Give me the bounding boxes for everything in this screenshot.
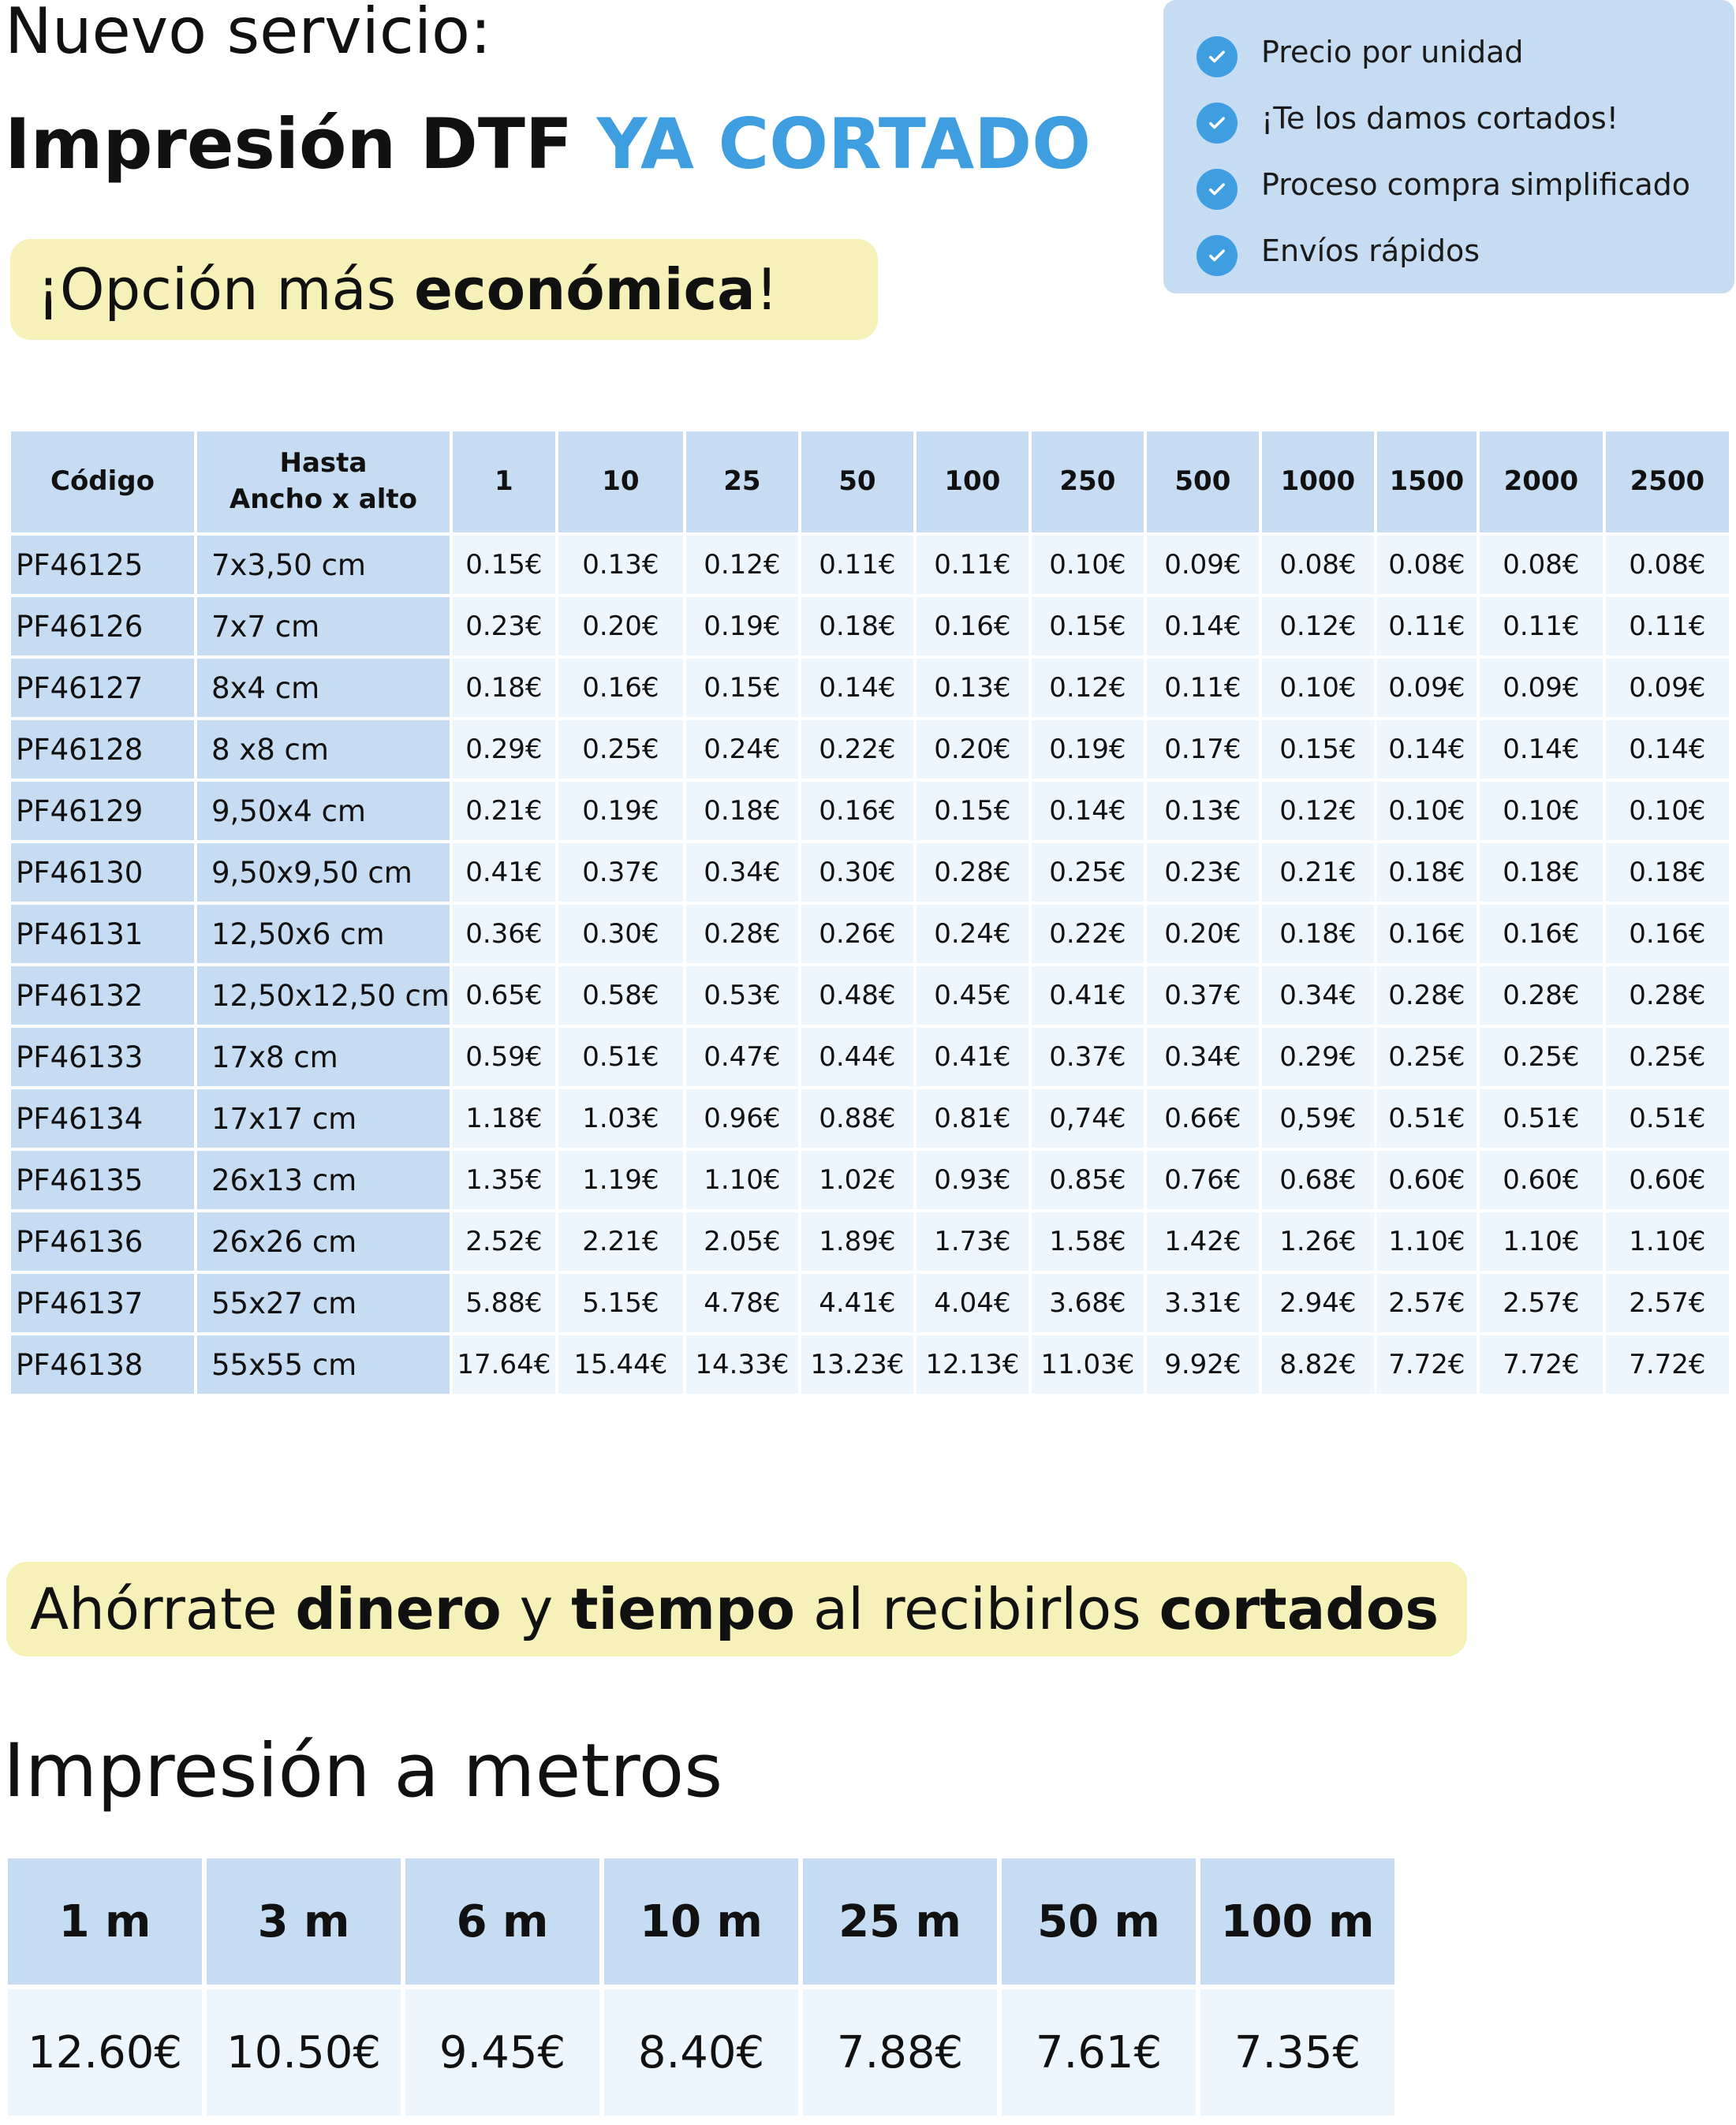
unit-price: 7.72€ bbox=[1606, 1335, 1729, 1394]
unit-price: 0.93€ bbox=[917, 1151, 1029, 1209]
savings-bold: tiempo bbox=[571, 1576, 796, 1642]
meters-price: 7.35€ bbox=[1200, 1989, 1394, 2116]
unit-price: 0.20€ bbox=[1147, 905, 1259, 963]
product-size: 55x55 cm bbox=[197, 1335, 450, 1394]
unit-price: 0.36€ bbox=[453, 905, 555, 963]
unit-price: 0.18€ bbox=[686, 782, 798, 840]
unit-price: 1.89€ bbox=[801, 1212, 913, 1271]
unit-price: 2.52€ bbox=[453, 1212, 555, 1271]
unit-price: 0.14€ bbox=[1606, 720, 1729, 779]
unit-price: 0.68€ bbox=[1262, 1151, 1374, 1209]
unit-price: 1.35€ bbox=[453, 1151, 555, 1209]
unit-price: 0.11€ bbox=[1147, 659, 1259, 717]
unit-price: 0.51€ bbox=[1606, 1089, 1729, 1148]
product-size: 7x3,50 cm bbox=[197, 536, 450, 594]
table-row bbox=[11, 843, 1729, 902]
meters-price: 7.88€ bbox=[803, 1989, 997, 2116]
unit-price: 0.22€ bbox=[801, 720, 913, 779]
unit-price: 0.13€ bbox=[917, 659, 1029, 717]
savings-banner bbox=[6, 1562, 1467, 1656]
unit-price: 2.57€ bbox=[1606, 1274, 1729, 1332]
unit-price: 0.14€ bbox=[1032, 782, 1144, 840]
economy-banner bbox=[10, 239, 878, 340]
unit-price: 0.41€ bbox=[917, 1028, 1029, 1086]
product-code: PF46135 bbox=[11, 1151, 194, 1209]
product-code: PF46133 bbox=[11, 1028, 194, 1086]
table-row bbox=[11, 1274, 1729, 1332]
product-code: PF46127 bbox=[11, 659, 194, 717]
unit-price: 1.18€ bbox=[453, 1089, 555, 1148]
product-code: PF46132 bbox=[11, 966, 194, 1025]
unit-price: 0.88€ bbox=[801, 1089, 913, 1148]
unit-price: 0.10€ bbox=[1480, 782, 1603, 840]
table-row bbox=[11, 1212, 1729, 1271]
unit-price: 1.73€ bbox=[917, 1212, 1029, 1271]
unit-price: 1.10€ bbox=[1606, 1212, 1729, 1271]
unit-price: 0.16€ bbox=[1480, 905, 1603, 963]
unit-price: 3.68€ bbox=[1032, 1274, 1144, 1332]
unit-price: 0.15€ bbox=[917, 782, 1029, 840]
unit-price: 0.23€ bbox=[453, 597, 555, 655]
unit-price: 0.28€ bbox=[1377, 966, 1477, 1025]
unit-price: 0.16€ bbox=[1606, 905, 1729, 963]
header-qty: 50 bbox=[801, 431, 913, 532]
product-code: PF46136 bbox=[11, 1212, 194, 1271]
economy-banner-after: ! bbox=[755, 256, 778, 323]
meters-header: 3 m bbox=[207, 1858, 401, 1985]
benefit-item bbox=[1163, 218, 1734, 284]
unit-price: 2.57€ bbox=[1377, 1274, 1477, 1332]
unit-price: 1.58€ bbox=[1032, 1212, 1144, 1271]
unit-price: 0.65€ bbox=[453, 966, 555, 1025]
unit-price: 0.15€ bbox=[686, 659, 798, 717]
unit-price: 0.12€ bbox=[1262, 597, 1374, 655]
unit-price: 0.18€ bbox=[801, 597, 913, 655]
unit-price: 0,74€ bbox=[1032, 1089, 1144, 1148]
unit-price: 0.15€ bbox=[1032, 597, 1144, 655]
unit-price: 1.10€ bbox=[686, 1151, 798, 1209]
unit-price: 0.47€ bbox=[686, 1028, 798, 1086]
unit-price: 11.03€ bbox=[1032, 1335, 1144, 1394]
unit-price: 0.09€ bbox=[1480, 659, 1603, 717]
meters-header: 10 m bbox=[604, 1858, 798, 1985]
economy-banner-before: ¡Opción más bbox=[37, 256, 415, 323]
unit-price: 0.59€ bbox=[453, 1028, 555, 1086]
meters-price: 8.40€ bbox=[604, 1989, 798, 2116]
product-code: PF46137 bbox=[11, 1274, 194, 1332]
header-qty: 2000 bbox=[1480, 431, 1603, 532]
unit-price: 4.04€ bbox=[917, 1274, 1029, 1332]
unit-price: 1.10€ bbox=[1480, 1212, 1603, 1271]
unit-price: 0.20€ bbox=[917, 720, 1029, 779]
meters-price: 7.61€ bbox=[1002, 1989, 1196, 2116]
unit-price: 0.19€ bbox=[686, 597, 798, 655]
meters-header-row bbox=[8, 1858, 1394, 1985]
table-row bbox=[11, 1335, 1729, 1394]
unit-price: 0.48€ bbox=[801, 966, 913, 1025]
unit-price: 0.14€ bbox=[1377, 720, 1477, 779]
unit-price: 0.37€ bbox=[1032, 1028, 1144, 1086]
unit-price: 7.72€ bbox=[1377, 1335, 1477, 1394]
unit-price: 0.10€ bbox=[1032, 536, 1144, 594]
unit-price: 0.29€ bbox=[453, 720, 555, 779]
benefit-label: ¡Te los damos cortados! bbox=[1261, 101, 1619, 136]
header-code: Código bbox=[11, 431, 194, 532]
unit-price: 0.53€ bbox=[686, 966, 798, 1025]
savings-text: al recibirlos bbox=[795, 1576, 1159, 1642]
unit-price: 0.09€ bbox=[1147, 536, 1259, 594]
product-size: 9,50x4 cm bbox=[197, 782, 450, 840]
header-size-line1: Hasta bbox=[279, 447, 368, 480]
check-icon bbox=[1197, 235, 1238, 276]
unit-price: 0.18€ bbox=[453, 659, 555, 717]
unit-price: 0.28€ bbox=[917, 843, 1029, 902]
unit-price: 4.41€ bbox=[801, 1274, 913, 1332]
benefit-item bbox=[1163, 85, 1734, 151]
unit-price: 0.41€ bbox=[1032, 966, 1144, 1025]
unit-price: 0.10€ bbox=[1262, 659, 1374, 717]
unit-price: 0.21€ bbox=[1262, 843, 1374, 902]
savings-bold: dinero bbox=[295, 1576, 502, 1642]
unit-price: 0.23€ bbox=[1147, 843, 1259, 902]
product-code: PF46128 bbox=[11, 720, 194, 779]
meters-table bbox=[3, 1854, 1399, 2120]
unit-price: 2.05€ bbox=[686, 1212, 798, 1271]
unit-price: 14.33€ bbox=[686, 1335, 798, 1394]
unit-price: 0.81€ bbox=[917, 1089, 1029, 1148]
unit-price: 1.03€ bbox=[558, 1089, 683, 1148]
unit-price: 0.15€ bbox=[1262, 720, 1374, 779]
unit-price: 0.51€ bbox=[1480, 1089, 1603, 1148]
unit-price: 0.25€ bbox=[1377, 1028, 1477, 1086]
meters-price: 10.50€ bbox=[207, 1989, 401, 2116]
header-qty: 1500 bbox=[1377, 431, 1477, 532]
unit-price: 0.24€ bbox=[686, 720, 798, 779]
unit-price: 0.28€ bbox=[1606, 966, 1729, 1025]
meters-header: 25 m bbox=[803, 1858, 997, 1985]
unit-price: 0.30€ bbox=[801, 843, 913, 902]
unit-price: 8.82€ bbox=[1262, 1335, 1374, 1394]
unit-price: 0.85€ bbox=[1032, 1151, 1144, 1209]
unit-price: 13.23€ bbox=[801, 1335, 913, 1394]
benefit-label: Envíos rápidos bbox=[1261, 233, 1480, 268]
benefit-label: Proceso compra simplificado bbox=[1261, 167, 1691, 202]
product-size: 7x7 cm bbox=[197, 597, 450, 655]
product-size: 8x4 cm bbox=[197, 659, 450, 717]
unit-price: 0.51€ bbox=[1377, 1089, 1477, 1148]
unit-price: 1.42€ bbox=[1147, 1212, 1259, 1271]
unit-price: 0.18€ bbox=[1480, 843, 1603, 902]
header-qty: 100 bbox=[917, 431, 1029, 532]
product-size: 17x8 cm bbox=[197, 1028, 450, 1086]
header-qty: 1000 bbox=[1262, 431, 1374, 532]
unit-price: 0.60€ bbox=[1606, 1151, 1729, 1209]
header-qty: 25 bbox=[686, 431, 798, 532]
unit-price: 7.72€ bbox=[1480, 1335, 1603, 1394]
unit-price: 0.18€ bbox=[1262, 905, 1374, 963]
meters-header: 1 m bbox=[8, 1858, 202, 1985]
table-row bbox=[11, 782, 1729, 840]
unit-price: 0.11€ bbox=[1480, 597, 1603, 655]
benefit-label: Precio por unidad bbox=[1261, 35, 1524, 69]
unit-price: 0.12€ bbox=[1032, 659, 1144, 717]
unit-price: 0.14€ bbox=[801, 659, 913, 717]
unit-price: 0.08€ bbox=[1262, 536, 1374, 594]
unit-price: 0.51€ bbox=[558, 1028, 683, 1086]
unit-price: 3.31€ bbox=[1147, 1274, 1259, 1332]
unit-price: 0.44€ bbox=[801, 1028, 913, 1086]
table-row bbox=[11, 966, 1729, 1025]
product-code: PF46138 bbox=[11, 1335, 194, 1394]
unit-price: 0.08€ bbox=[1606, 536, 1729, 594]
economy-banner-bold: económica bbox=[414, 256, 756, 323]
table-row bbox=[11, 720, 1729, 779]
unit-price: 0.11€ bbox=[917, 536, 1029, 594]
unit-price: 0.29€ bbox=[1262, 1028, 1374, 1086]
unit-price: 0.20€ bbox=[558, 597, 683, 655]
unit-price: 0.28€ bbox=[1480, 966, 1603, 1025]
unit-price: 0.24€ bbox=[917, 905, 1029, 963]
unit-price: 0.15€ bbox=[453, 536, 555, 594]
unit-price: 0.12€ bbox=[686, 536, 798, 594]
unit-price: 0.37€ bbox=[1147, 966, 1259, 1025]
table-row bbox=[11, 1028, 1729, 1086]
meters-price-row bbox=[8, 1989, 1394, 2116]
meters-header: 100 m bbox=[1200, 1858, 1394, 1985]
unit-price: 0.16€ bbox=[917, 597, 1029, 655]
unit-price: 0.19€ bbox=[1032, 720, 1144, 779]
table-row bbox=[11, 597, 1729, 655]
table-row bbox=[11, 536, 1729, 594]
unit-price: 0.12€ bbox=[1262, 782, 1374, 840]
unit-price: 5.15€ bbox=[558, 1274, 683, 1332]
unit-price: 0.10€ bbox=[1606, 782, 1729, 840]
unit-price: 17.64€ bbox=[453, 1335, 555, 1394]
unit-price: 0.19€ bbox=[558, 782, 683, 840]
header-qty: 250 bbox=[1032, 431, 1144, 532]
header-qty: 2500 bbox=[1606, 431, 1729, 532]
unit-price: 0.37€ bbox=[558, 843, 683, 902]
unit-price: 1.19€ bbox=[558, 1151, 683, 1209]
unit-price: 0.10€ bbox=[1377, 782, 1477, 840]
unit-price: 0.25€ bbox=[1032, 843, 1144, 902]
meters-price: 12.60€ bbox=[8, 1989, 202, 2116]
product-code: PF46130 bbox=[11, 843, 194, 902]
meters-header: 6 m bbox=[405, 1858, 599, 1985]
product-size: 9,50x9,50 cm bbox=[197, 843, 450, 902]
product-code: PF46131 bbox=[11, 905, 194, 963]
unit-price: 0.25€ bbox=[1606, 1028, 1729, 1086]
benefits-box bbox=[1163, 0, 1734, 293]
product-size: 12,50x6 cm bbox=[197, 905, 450, 963]
unit-price: 0.60€ bbox=[1480, 1151, 1603, 1209]
unit-price: 0.41€ bbox=[453, 843, 555, 902]
table-row bbox=[11, 1151, 1729, 1209]
unit-price: 0.08€ bbox=[1480, 536, 1603, 594]
unit-price: 0.16€ bbox=[1377, 905, 1477, 963]
header-size-line2: Ancho x alto bbox=[229, 484, 417, 515]
unit-price: 0.14€ bbox=[1147, 597, 1259, 655]
unit-price: 0.66€ bbox=[1147, 1089, 1259, 1148]
unit-price: 0.17€ bbox=[1147, 720, 1259, 779]
unit-price: 0.60€ bbox=[1377, 1151, 1477, 1209]
table-row bbox=[11, 1089, 1729, 1148]
unit-price: 0.11€ bbox=[1606, 597, 1729, 655]
unit-price: 0.09€ bbox=[1377, 659, 1477, 717]
unit-price: 1.02€ bbox=[801, 1151, 913, 1209]
unit-price: 0.22€ bbox=[1032, 905, 1144, 963]
table-row bbox=[11, 905, 1729, 963]
benefit-item bbox=[1163, 151, 1734, 218]
unit-price: 0.11€ bbox=[1377, 597, 1477, 655]
product-size: 8 x8 cm bbox=[197, 720, 450, 779]
unit-price: 0.14€ bbox=[1480, 720, 1603, 779]
unit-price: 0.11€ bbox=[801, 536, 913, 594]
meters-header: 50 m bbox=[1002, 1858, 1196, 1985]
unit-price: 0.21€ bbox=[453, 782, 555, 840]
unit-price: 1.10€ bbox=[1377, 1212, 1477, 1271]
unit-price: 15.44€ bbox=[558, 1335, 683, 1394]
product-size: 12,50x12,50 cm bbox=[197, 966, 450, 1025]
header-qty: 1 bbox=[453, 431, 555, 532]
header-line-1: Nuevo servicio: bbox=[5, 0, 491, 68]
product-code: PF46134 bbox=[11, 1089, 194, 1148]
product-size: 17x17 cm bbox=[197, 1089, 450, 1148]
product-size: 26x26 cm bbox=[197, 1212, 450, 1271]
meters-title: Impresión a metros bbox=[3, 1728, 723, 1814]
unit-price: 0.34€ bbox=[1147, 1028, 1259, 1086]
price-table-header bbox=[11, 431, 1729, 532]
page-title bbox=[5, 103, 1091, 186]
unit-price: 0.18€ bbox=[1377, 843, 1477, 902]
unit-price: 5.88€ bbox=[453, 1274, 555, 1332]
unit-price: 0.34€ bbox=[1262, 966, 1374, 1025]
unit-price: 0.13€ bbox=[558, 536, 683, 594]
unit-price: 1.26€ bbox=[1262, 1212, 1374, 1271]
unit-price: 0.34€ bbox=[686, 843, 798, 902]
price-table-body bbox=[11, 536, 1729, 1394]
unit-price: 0.25€ bbox=[1480, 1028, 1603, 1086]
check-icon bbox=[1197, 103, 1238, 144]
savings-bold: cortados bbox=[1159, 1576, 1439, 1642]
savings-text: y bbox=[501, 1576, 572, 1642]
check-icon bbox=[1197, 169, 1238, 210]
header-qty: 500 bbox=[1147, 431, 1259, 532]
unit-price: 0.28€ bbox=[686, 905, 798, 963]
unit-price: 0.18€ bbox=[1606, 843, 1729, 902]
unit-price: 0,59€ bbox=[1262, 1089, 1374, 1148]
header-size bbox=[197, 431, 450, 532]
unit-price: 0.16€ bbox=[558, 659, 683, 717]
price-table bbox=[8, 428, 1732, 1397]
unit-price: 0.13€ bbox=[1147, 782, 1259, 840]
product-code: PF46126 bbox=[11, 597, 194, 655]
product-code: PF46125 bbox=[11, 536, 194, 594]
unit-price: 0.08€ bbox=[1377, 536, 1477, 594]
unit-price: 0.96€ bbox=[686, 1089, 798, 1148]
header-qty: 10 bbox=[558, 431, 683, 532]
unit-price: 0.58€ bbox=[558, 966, 683, 1025]
unit-price: 0.16€ bbox=[801, 782, 913, 840]
unit-price: 0.25€ bbox=[558, 720, 683, 779]
unit-price: 0.26€ bbox=[801, 905, 913, 963]
unit-price: 4.78€ bbox=[686, 1274, 798, 1332]
check-icon bbox=[1197, 36, 1238, 77]
unit-price: 2.57€ bbox=[1480, 1274, 1603, 1332]
table-row bbox=[11, 659, 1729, 717]
product-size: 55x27 cm bbox=[197, 1274, 450, 1332]
title-main-text: Impresión DTF bbox=[5, 103, 597, 185]
meters-price: 9.45€ bbox=[405, 1989, 599, 2116]
product-size: 26x13 cm bbox=[197, 1151, 450, 1209]
unit-price: 0.76€ bbox=[1147, 1151, 1259, 1209]
unit-price: 9.92€ bbox=[1147, 1335, 1259, 1394]
benefit-item bbox=[1163, 19, 1734, 85]
title-accent-text: YA CORTADO bbox=[596, 103, 1092, 185]
unit-price: 0.45€ bbox=[917, 966, 1029, 1025]
unit-price: 2.21€ bbox=[558, 1212, 683, 1271]
savings-text: Ahórrate bbox=[30, 1576, 296, 1642]
unit-price: 0.30€ bbox=[558, 905, 683, 963]
unit-price: 12.13€ bbox=[917, 1335, 1029, 1394]
unit-price: 2.94€ bbox=[1262, 1274, 1374, 1332]
unit-price: 0.09€ bbox=[1606, 659, 1729, 717]
product-code: PF46129 bbox=[11, 782, 194, 840]
